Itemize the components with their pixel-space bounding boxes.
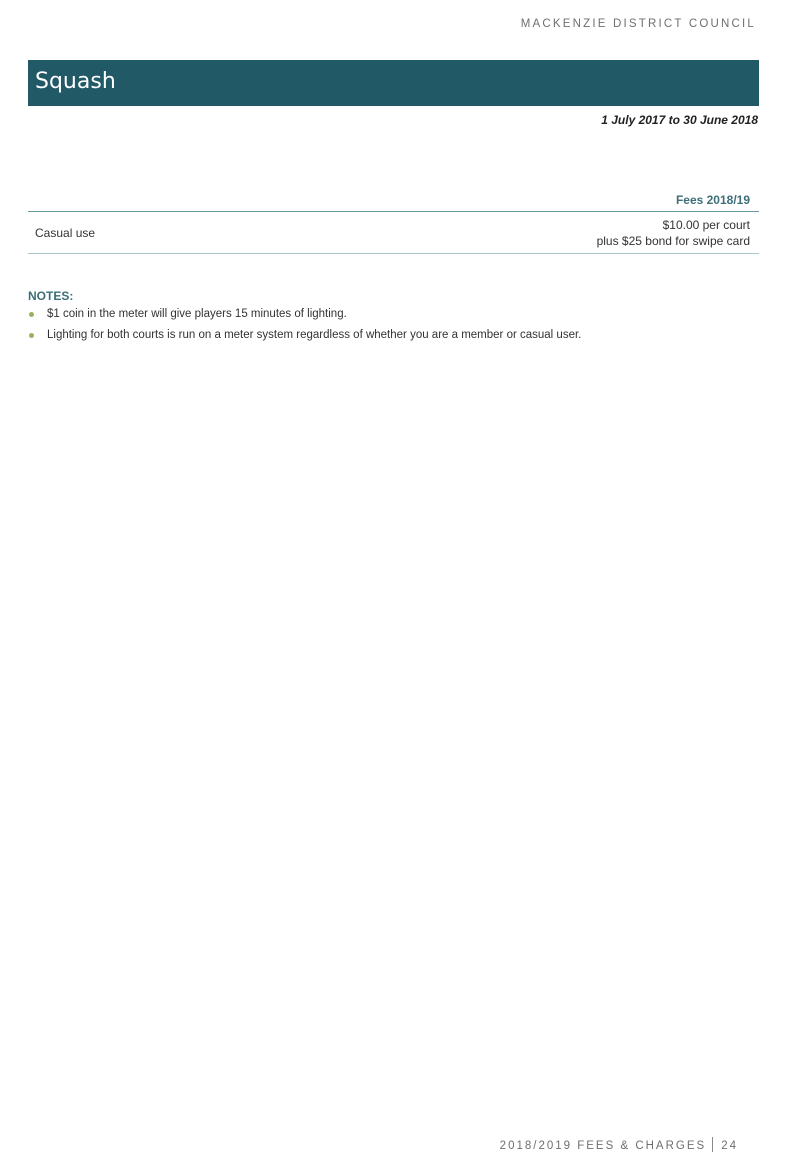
section-title-band [28,60,759,106]
page-footer [500,1137,738,1152]
footer-divider [712,1137,713,1152]
fee-period: 1 July 2017 to 30 June 2018 [601,113,758,127]
fee-value-line: plus $25 bond for swipe card [596,234,750,248]
fee-table-header [28,190,759,212]
note-text: $1 coin in the meter will give players 15 minutes of lighting. [47,308,347,320]
notes-title: NOTES: [28,289,74,303]
page-number: 24 [721,1140,738,1152]
notes-section [28,289,759,349]
fees-column-header: Fees 2018/19 [675,193,750,207]
fee-value-line: $10.00 per court [662,218,750,232]
list-item [28,328,759,343]
council-name: MACKENZIE DISTRICT COUNCIL [520,18,756,30]
bullet-icon [29,333,34,338]
notes-list [28,307,759,343]
list-item [28,307,759,322]
fee-table [28,190,759,254]
fee-item-label: Casual use [35,226,96,240]
bullet-icon [29,312,34,317]
note-text: Lighting for both courts is run on a meter system regardless of whether you are a member or casual user. [47,329,582,341]
document-title: 2018/2019 FEES & CHARGES [499,1140,707,1152]
table-row [28,212,759,254]
fee-item-value [597,217,750,249]
section-title: Squash [35,69,116,94]
